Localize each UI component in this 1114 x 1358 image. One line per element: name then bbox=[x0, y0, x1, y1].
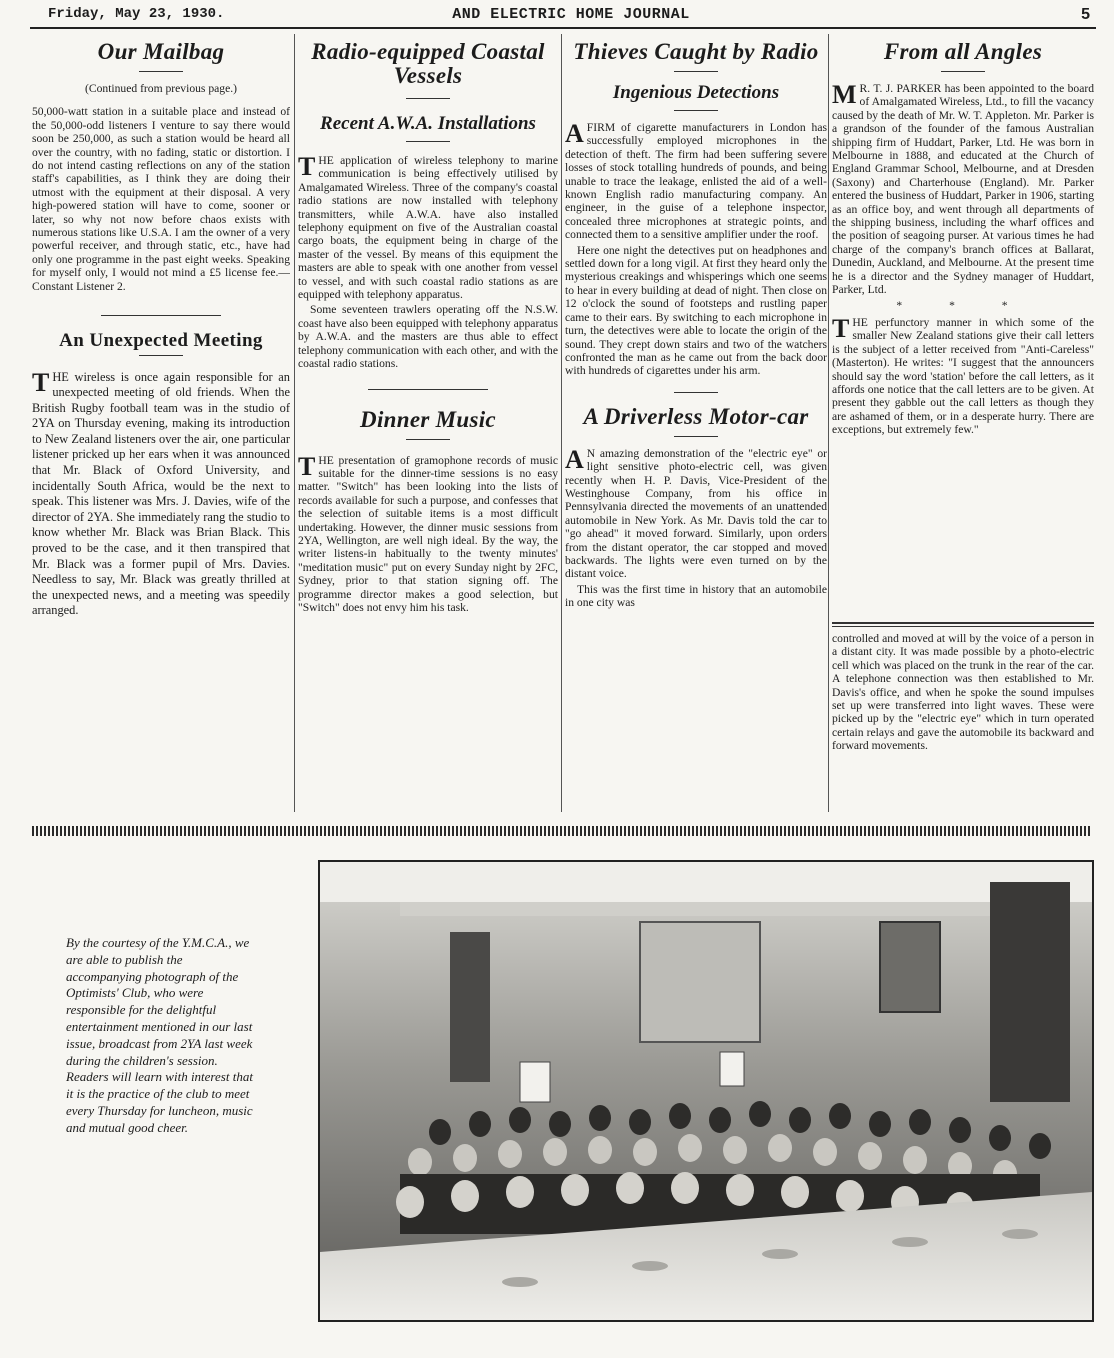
header-rule bbox=[30, 27, 1096, 29]
section-rule bbox=[368, 389, 488, 390]
drop-cap: M bbox=[832, 80, 857, 109]
optimists-club-photo bbox=[318, 860, 1094, 1322]
thieves-p2: Here one night the detectives put on headphones and settled down for a long vigil. At first they heard only the mysterious creakings and whisperings which one seems to hear in every building at dead of night. Then close on 12 o'clock the sound of footsteps and rustling paper came to their ears. By switching to each microphone in turn, the detectives were able to locate the origin of the sound. They crept down stairs and two of the watchers confronted the man as he came out from the back door with hundreds of cigarettes under his arm. bbox=[565, 243, 827, 378]
drop-cap: T bbox=[32, 367, 50, 397]
section-rule bbox=[101, 315, 221, 316]
drop-cap: T bbox=[832, 313, 850, 343]
column-divider bbox=[561, 34, 562, 812]
dinner-article bbox=[298, 451, 558, 615]
angles-p2 bbox=[832, 313, 1094, 437]
angles-p1 bbox=[832, 82, 1094, 297]
page-header bbox=[46, 6, 1096, 28]
thieves-title: Thieves Caught by Radio bbox=[573, 39, 819, 64]
meeting-body: HE wireless is once again responsible for an unexpected meeting of old friends. When the British Rugby football team was in the studio of 2YA on Thursday evening, making its introduction to New Zealand listeners over the air, one particular listener pricked up her ears when it was announced that Mr. Black of Oxford University, and incidentally South Africa, would be the next to speak. This listener was Mrs. J. Davies, wife of the director of 2YA. She immediately rang the studio to know whether Mr. Black was Brian Black. This proved to be the case, and it then transpired that Mr. Black was a former pupil of Mrs. Davies. Needless to say, Mr. Black was greatly thrilled at the unexpected news, and a meeting was speedily arranged. bbox=[32, 369, 290, 618]
thieves-subtitle: Ingenious Detections bbox=[612, 82, 780, 103]
angles-p2-text: HE perfunctory manner in which some of the smaller New Zealand stations give their call letters is the subject of a letter received from "Anti-Careless" (Masterton). He writes: "I suggest that the announcers should say the word 'station' before the call letters, as it affords one notice that the call letters are to be given. At present they gabble out the call letters as though they are ashamed of them, or in a desperate hurry. There are exceptions, but extremely few." bbox=[832, 315, 1094, 437]
section-rule bbox=[832, 626, 1094, 627]
column-divider bbox=[294, 34, 295, 812]
angles-p1-text: R. T. J. PARKER has been appointed to the board of Amalgamated Wireless, Ltd., to fill the vacancy caused by the death of Mr. W. T. Appleton. Mr. Parker is a grandson of the founder of the famous Australian shipping firm of Huddart, Parker, Ltd. He was born in Melbourne in 1888, and educated at the Church of England Grammar School, Melbourne, and at Dresden (Saxony) and Charterhouse (England). Mr. Parker entered the business of Huddart, Parker in 1906, starting as an office boy, and went through all departments of the shipping business, including the wharf offices and the position of seagoing purser. At various times he had charge of the company's branch offices at Ballarat, Dunedin, Auckland, and Melbourne. At the present time he is a director and the Sydney manager of Huddart, Parker, Ltd. bbox=[832, 82, 1094, 297]
page-number: 5 bbox=[1081, 6, 1090, 23]
driverless-title: A Driverless Motor-car bbox=[583, 403, 809, 429]
column-2 bbox=[298, 32, 558, 822]
column-3 bbox=[565, 32, 827, 822]
column-1 bbox=[32, 32, 290, 812]
thieves-p1 bbox=[565, 121, 827, 242]
driverless-continued-text: controlled and moved at will by the voice of a person in a distant city. It was made possible by a photo-electric cell which was placed on the trunk in the rear of the car. A telephone connection was then established to Mr. Davis's office, and when he spoke the sound impulses set up were transferred into light waves. These were picked up by the "electric eye" which in turn operated certain relays and gave the automobile its backward and forward movements. bbox=[832, 632, 1094, 753]
drop-cap: T bbox=[298, 451, 316, 481]
group-photo-illustration bbox=[320, 862, 1092, 1320]
mailbag-title: Our Mailbag bbox=[97, 39, 225, 64]
thieves-p1-text: FIRM of cigarette manufacturers in London has successfully employed microphones in the detection of theft. The firm had been suffering severe losses of stock totalling hundreds of pounds, and being unable to trace the leakage, enlisted the aid of a well-known English radio manufacturing company. An engineer, in the guise of a telephone inspector, concealed three microphones at strategic points, and connected them to a sensitive amplifier under the roof. bbox=[565, 121, 827, 242]
title-rule bbox=[139, 355, 183, 356]
driverless-p1-text: N amazing demonstration of the "electric eye" or light sensitive photo-electric cell, was given recently when H. P. Davis, Vice-President of the Westinghouse Company, from his office in Pennsylvania directed the movements of an unattended automobile in New York. As Mr. Davis told the car to "go ahead" it moved forward. Similarly, upon orders from the distant operator, the car stopped and moved backwards. The lights were even turned on by the distant voice. bbox=[565, 446, 827, 581]
issue-date: Friday, May 23, 1930. bbox=[48, 6, 225, 22]
section-rule bbox=[832, 622, 1094, 624]
title-rule bbox=[406, 439, 450, 440]
journal-title: AND ELECTRIC HOME JOURNAL bbox=[452, 6, 690, 23]
coastal-p2: Some seventeen trawlers operating off the N.S.W. coast have also been equipped with telephony apparatus by A.W.A. and the masters are thus able to effect telephony communication with each other, and with the coastal radio stations. bbox=[298, 303, 558, 371]
coastal-p1 bbox=[298, 154, 558, 301]
drop-cap: A bbox=[565, 119, 584, 148]
column-divider bbox=[828, 34, 829, 812]
title-rule bbox=[139, 71, 183, 72]
dinner-body: HE presentation of gramophone records of music suitable for the dinner-time sessions is no easy matter. "Switch" has been looking into the lists of records available for such a purpose, and confesses that the selection of suitable items is a most difficult undertaking. However, the dinner music sessions from 2YA, Wellington, are well nigh ideal. By the way, the writer listens-in habitually to the twenty minutes' "meditation music" put on every Sunday night by 2FC, Sydney, prior to that station signing off. The programme director makes a good selection, but "Switch" does not envy him his task. bbox=[298, 453, 558, 614]
coastal-p1-text: HE application of wireless telephony to marine communication is being effectively utilised by Amalgamated Wireless. Three of the company's coastal radio stations are now installed with telephony transmitters, while A.W.A. have also installed telephony equipment on five of the Australian coastal cargo boats, the equipment being in charge of the master of the vessel. By means of this equipment the masters are able to speak with one another from vessel to vessel, and with such coastal radio stations as are equipped with telephony apparatus. bbox=[298, 154, 558, 302]
driverless-p1 bbox=[565, 444, 827, 581]
meeting-article bbox=[32, 367, 290, 620]
dinner-title: Dinner Music bbox=[360, 406, 496, 432]
coastal-title: Radio-equipped Coastal Vessels bbox=[311, 39, 545, 88]
mailbag-body: 50,000-watt station in a suitable place and instead of the 50,000-odd listeners I venture to say there would soon be 250,000, as such a station would be heard all over the country, with no fading, static or distortion. I do not intend casting reflections on any of the station staff's capabilities, as I think they are doing their utmost with the equipment at their disposal. A very high-powered station will have to come, sooner or later, so why not now before chaos exists with numerous stations like U.S.A. I am the owner of a very powerful receiver, and through static, etc., have had only one programme in the past eight weeks. Speaking for myself only, I would not mind a £5 license fee.—Constant Listener 2. bbox=[32, 105, 290, 293]
photo-caption: By the courtesy of the Y.M.C.A., we are able to publish the accompanying photograph of the Optimists' Club, who were responsible for the delightful entertainment mentioned in our last issue, broadcast from 2YA last week during the children's session. Readers will learn with interest that it is the practice of the club to meet every Thursday for luncheon, music and mutual good cheer. bbox=[66, 935, 253, 1135]
driverless-p2: This was the first time in history that an automobile in one city was bbox=[565, 582, 827, 610]
continued-note: (Continued from previous page.) bbox=[85, 82, 237, 95]
title-rule bbox=[674, 71, 718, 72]
angles-title: From all Angles bbox=[883, 39, 1043, 64]
coastal-subtitle: Recent A.W.A. Installations bbox=[320, 113, 536, 134]
section-rule bbox=[674, 392, 718, 393]
title-rule bbox=[406, 98, 450, 99]
title-rule bbox=[674, 110, 718, 111]
driverless-continued bbox=[832, 632, 1094, 812]
decorative-border-strip bbox=[32, 826, 1092, 836]
meeting-title: An Unexpected Meeting bbox=[59, 330, 263, 352]
title-rule bbox=[406, 141, 450, 142]
section-stars: * * * bbox=[896, 298, 1030, 312]
drop-cap: A bbox=[565, 444, 584, 474]
drop-cap: T bbox=[298, 152, 316, 181]
title-rule bbox=[941, 71, 985, 72]
title-rule bbox=[674, 436, 718, 437]
